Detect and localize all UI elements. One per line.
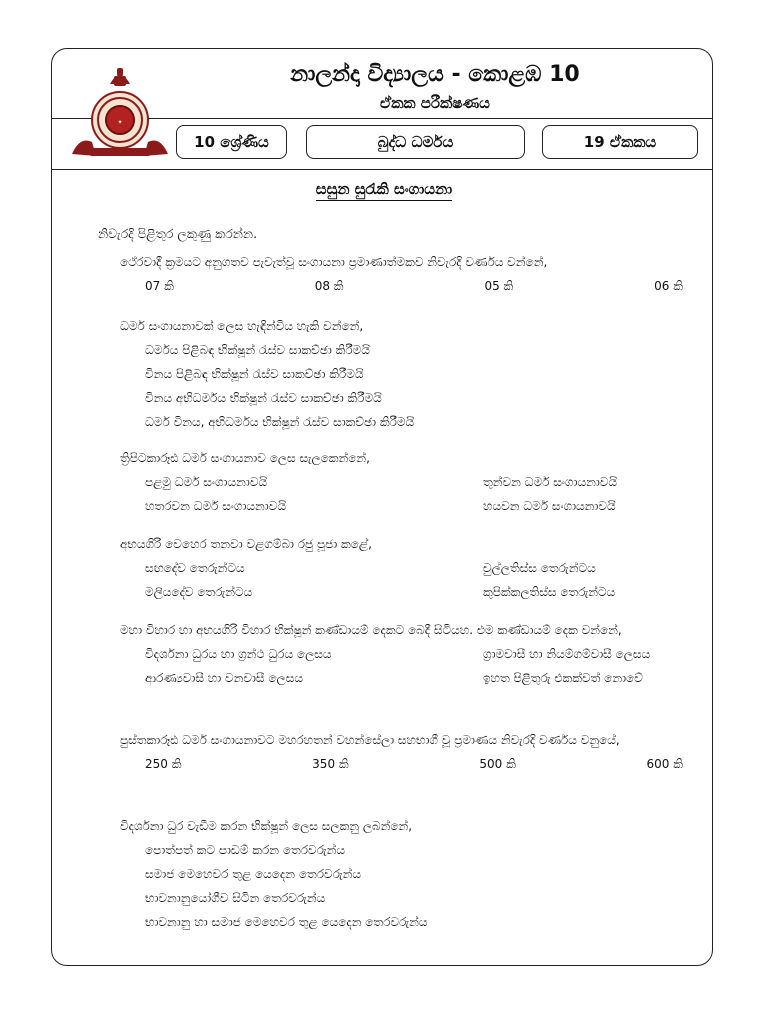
option-1[interactable]: 07 කි xyxy=(145,279,174,293)
option-3[interactable]: භාවනානුයෝගීව සිටින තෙරවරුන්ය xyxy=(145,891,326,905)
option-4[interactable]: හයවන ධර්ම සංගායනාවයි xyxy=(483,499,616,513)
question-stem: පුස්තකාරූඪ ධර්ම සංගායනාවට මහරහතන් වහන්සේලා සහභාගී වූ ප්‍රමාණය නිවැරදි වර්ණය වනුයේ, xyxy=(120,733,620,747)
option-3[interactable]: ආරණ්‍යවාසී හා වනවාසී ලෙසය xyxy=(145,671,303,685)
option-4[interactable]: ධර්ම විනය, අභිධර්මය භික්ෂූන් රැස්ව සාකච්ඡා කිරීමයි xyxy=(145,415,415,429)
school-crest-logo xyxy=(66,62,174,162)
options-grid xyxy=(120,556,700,604)
option-3[interactable]: විනය අභිධර්මය භික්ෂූන් රැස්ව සාකච්ඡා කිරීමයි xyxy=(145,391,382,405)
option-3[interactable]: 05 කි xyxy=(484,279,514,293)
school-name: නාලන්දා විද්‍යාලය - කොළඹ 10 xyxy=(290,62,580,87)
option-2[interactable]: තුන්වන ධර්ම සංගායනාවයි xyxy=(483,475,618,489)
option-3[interactable]: හතරවන ධර්ම සංගායනාවයි xyxy=(145,499,286,513)
option-2[interactable]: ග්‍රාමවාසී හා නියම්ගම්වාසී ලෙසය xyxy=(483,647,651,661)
question-stem: ත්‍රිපිටකාරූඪ ධර්ම සංගායනාව ලෙස සැලකෙන්නේ, xyxy=(120,451,370,465)
question-1 xyxy=(120,250,700,298)
option-1[interactable]: පොත්පත් කට පාඩම් කරන තෙරවරුන්ය xyxy=(145,843,346,857)
option-3[interactable]: මලියදේව තෙරුන්ටය xyxy=(145,585,253,599)
option-1[interactable]: පළමු ධර්ම සංගායනාවයි xyxy=(145,475,268,489)
question-stem: විදර්ශනා ධුර වැඩීම කරන භික්ෂූන් ලෙස සලකනු ලබන්නේ, xyxy=(120,819,413,833)
option-4[interactable]: 06 කි xyxy=(654,279,683,293)
option-1[interactable]: විදර්ශනා ධුරය හා ග්‍රන්ථ ධුරය ලෙසය xyxy=(145,647,332,661)
question-5 xyxy=(120,618,700,690)
option-4[interactable]: භාවනානු හා සමාජ මෙහෙවර තුළ යෙදෙන තෙරවරුන්ය xyxy=(145,915,428,929)
option-2[interactable]: 08 කි xyxy=(314,279,344,293)
options-row xyxy=(120,752,700,776)
question-2 xyxy=(120,314,700,434)
question-4 xyxy=(120,532,700,604)
paper-title-text: සසුන සුරැකි සංගායනා xyxy=(316,180,452,201)
question-3 xyxy=(120,446,700,518)
options-list xyxy=(120,338,700,434)
test-type-label: ඒකක පරීක්ෂණය xyxy=(380,94,490,112)
option-1[interactable]: 250 කි xyxy=(145,757,182,771)
option-2[interactable]: විනය පිළිබඳ භික්ෂූන් රැස්ව සාකච්ඡා කිරීමයි xyxy=(145,367,364,381)
option-4[interactable]: 600 කි xyxy=(646,757,683,771)
option-1[interactable]: සඟදේව තෙරුන්ටය xyxy=(145,561,245,575)
paper-title xyxy=(0,180,768,198)
instruction-text: නිවැරදි පිළිතුර ලකුණු කරන්න. xyxy=(98,226,258,241)
subject-box: බුද්ධ ධර්මය xyxy=(306,125,525,159)
header-divider-bottom xyxy=(51,169,713,170)
option-4[interactable]: කුපික්කලතිස්ස තෙරුන්ටය xyxy=(483,585,616,599)
grade-box: 10 ශ්‍රේණිය xyxy=(176,125,287,159)
question-6 xyxy=(120,728,700,776)
question-stem: අභයගිරි වෙහෙර තනවා වළගම්බා රජු පූජා කළේ, xyxy=(120,537,372,551)
svg-text:✦: ✦ xyxy=(117,119,123,126)
options-row xyxy=(120,274,700,298)
option-1[interactable]: ධර්මය පිළිබඳ භික්ෂූන් රැස්ව සාකච්ඡා කිරීමයි xyxy=(145,343,370,357)
option-3[interactable]: 500 කි xyxy=(479,757,516,771)
option-2[interactable]: 350 කි xyxy=(312,757,349,771)
question-7 xyxy=(120,814,700,934)
question-stem: මහා විහාර හා අභයගිරි විහාර භික්ෂූන් කණ්ඩායම් දෙකට බෙදී සිටියහ. එම කණ්ඩායම් දෙක වන්නේ, xyxy=(120,623,622,637)
question-stem: ධර්ම සංගායනාවක් ලෙස හැඳින්විය හැකි වන්නේ, xyxy=(120,319,364,333)
option-4[interactable]: ඉහත පිළිතුරු එකක්වත් නොවේ xyxy=(483,671,643,685)
options-grid xyxy=(120,642,700,690)
question-stem: ථේරවාදී ක්‍රමයට අනුගතව පැවැත්වූ සංගායනා ප්‍රමාණාත්මකව නිවැරදි වර්ණය වන්නේ, xyxy=(120,255,548,269)
option-2[interactable]: චුල්ලතිස්ස තෙරුන්ටය xyxy=(483,561,596,575)
option-2[interactable]: සමාජ මෙහෙවර තුළ යෙදෙන තෙරවරුන්ය xyxy=(145,867,362,881)
unit-box: 19 ඒකකය xyxy=(542,125,698,159)
options-list xyxy=(120,838,700,934)
options-grid xyxy=(120,470,700,518)
